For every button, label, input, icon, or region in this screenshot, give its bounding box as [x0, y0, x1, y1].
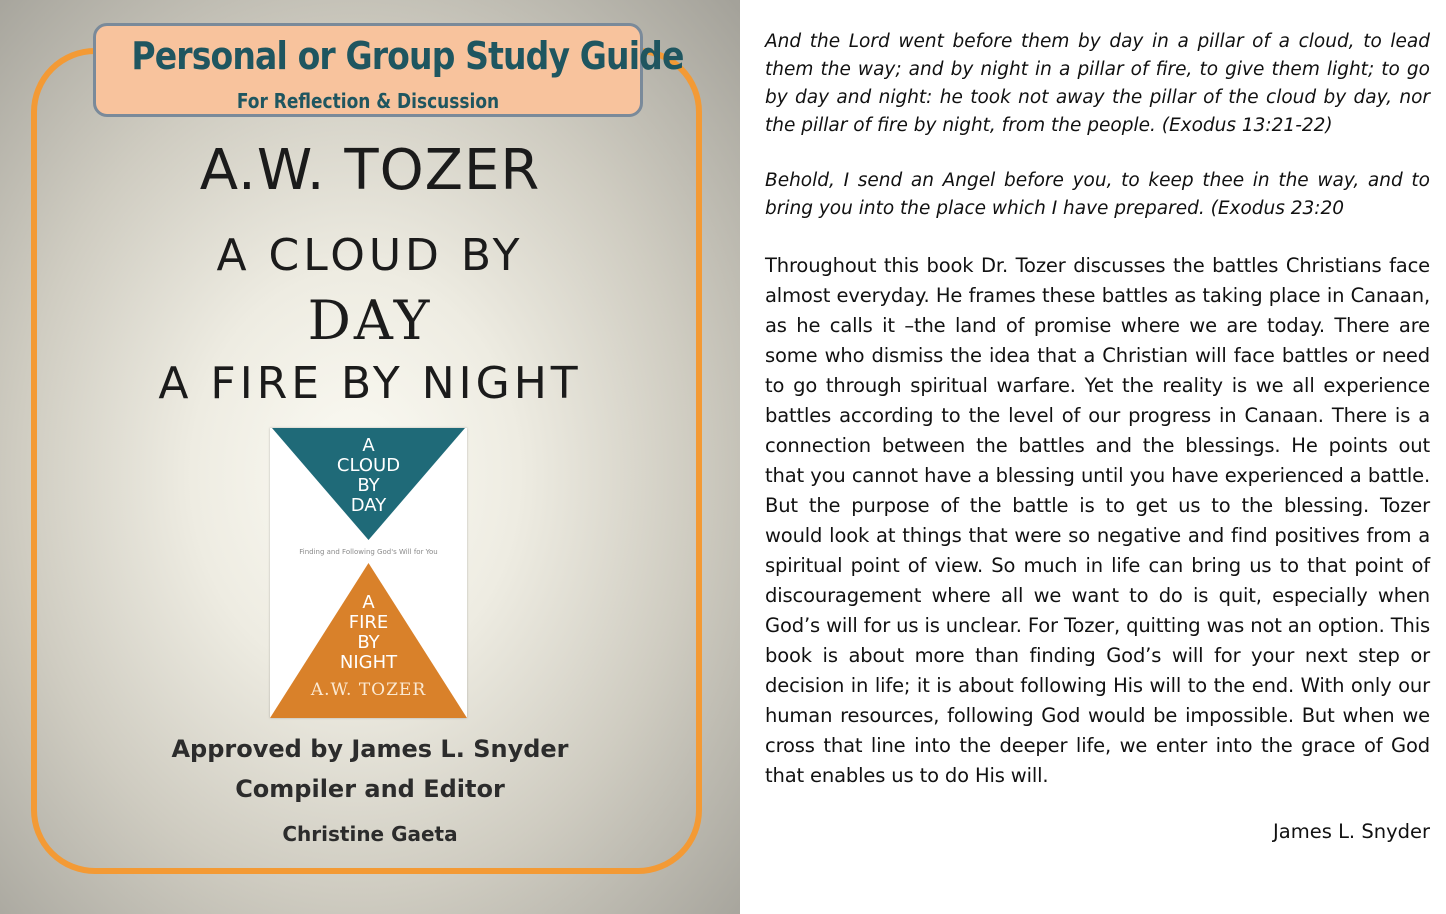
body-paragraph: Throughout this book Dr. Tozer discusses the battles Christians face almost everyday. He frames these battles as taking place in Canaan, as he calls it –the land of promise where we are today. There are some who dismiss the idea that a Christian will face battles or need to go through spiritual warfare. Yet the reality is we all experience battles according to the level of our progress in Canaan. There is a connection between the battles and the blessings. He points out that you cannot have a blessing until you have experienced a battle. But the purpose of the battle is to get us to the blessing. Tozer would look at things that were so negative and find positives from a spiritual point of view. So much in life can bring us to that point of discouragement where all we want to do is quit, especially when God’s will for us is unclear. For Tozer, quitting was not an option. This book is about more than finding God’s will for your next step or decision in life; it is about following His will to the end. With only our human resources, following God would be impossible. But when we cross that line into the deeper life, we enter into the grace of God that enables us to do His will.: [765, 254, 1430, 787]
approved-by-line: Approved by James L. Snyder: [171, 735, 569, 763]
banner-title: Personal or Group Study Guide: [131, 34, 684, 78]
text-panel: [765, 28, 1430, 843]
book-cover-image: [270, 428, 467, 718]
cover-title-line-1: A CLOUD BY: [216, 230, 524, 281]
christine-gaeta-line: Christine Gaeta: [282, 822, 458, 846]
book-fire-line: NIGHT: [339, 652, 398, 673]
banner-subtitle: For Reflection & Discussion: [236, 89, 500, 113]
cover-author: A.W. TOZER: [199, 138, 541, 203]
study-guide-banner: [93, 23, 684, 117]
book-cloud-title: [270, 436, 467, 516]
book-fire-line: FIRE: [348, 612, 389, 633]
compiler-line: Compiler and Editor: [235, 775, 505, 803]
book-cloud-line: DAY: [350, 495, 387, 516]
cover-title-line-2: DAY: [307, 289, 433, 352]
signature: James L. Snyder: [1273, 820, 1430, 843]
scripture-verse-exodus-13: And the Lord went before them by day in a pillar of a cloud, to lead them the way; and by night in a pillar of fire, to give them light; to go by day and night: he took not away the pillar of the cloud by day, nor the pillar of fire by night, from the people. (Exodus 13:21-22): [765, 31, 1430, 136]
book-cloud-line: CLOUD: [336, 455, 401, 476]
book-fire-line: A: [362, 592, 375, 613]
cover-title-line-3: A FIRE BY NIGHT: [158, 358, 582, 409]
book-cloud-line: BY: [357, 475, 380, 496]
scripture-verse-exodus-23: Behold, I send an Angel before you, to keep thee in the way, and to bring you into the place which I have prepared. (Exodus 23:20: [765, 170, 1430, 219]
book-cloud-line: A: [362, 435, 375, 456]
book-fire-line: BY: [357, 632, 380, 653]
book-author: A.W. TOZER: [310, 680, 427, 700]
book-fire-title: [270, 593, 467, 673]
book-tagline: Finding and Following God's Will for You: [299, 548, 438, 556]
